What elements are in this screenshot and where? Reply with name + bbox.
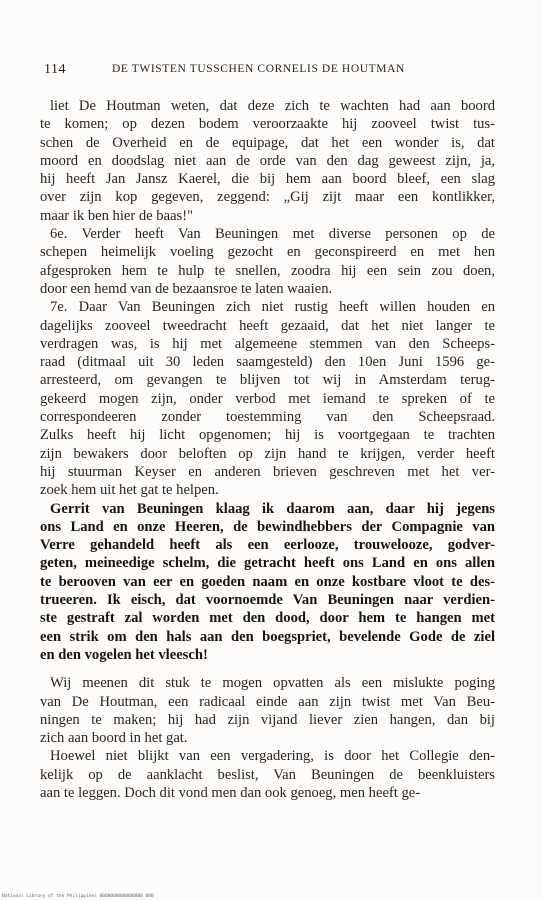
text-line: schen de Overheid en de equipage, dat het een wonder is, dat	[40, 134, 495, 151]
text-line: raad (ditmaal uit 30 leden saamgesteld) den 10en Juni 1596 ge-	[40, 354, 495, 371]
text-line: dagelijks zooveel tweedracht heeft gezaaid, dat het niet langer te	[40, 317, 495, 334]
text-line: Zulks heeft hij licht opgenomen; hij is voortgegaan te trachten	[40, 427, 495, 444]
text-line: zoek hem uit het gat te helpen.	[40, 482, 219, 499]
text-line: afgesproken hem te hulp te snellen, zoodra hij een sein zou doen,	[40, 262, 495, 279]
paragraph	[40, 298, 495, 499]
running-title: DE TWISTEN TUSSCHEN CORNELIS DE HOUTMAN	[112, 63, 405, 75]
text-line: trueeren. Ik eisch, dat voornoemde Van Beuningen naar verdien-	[40, 592, 495, 609]
scan-footer: National Library of the Philippines 0000000000000000 000	[2, 894, 154, 899]
text-line: arresteerd, om gevangen te blijven tot wij in Amsterdam terug-	[40, 372, 495, 389]
text-line: zich aan boord in het gat.	[40, 730, 188, 747]
text-line: ste gestraft zal worden met den dood, door hem te hangen met	[40, 610, 495, 627]
paragraph	[40, 674, 495, 747]
text-line: Hoewel niet blijkt van een vergadering, is door het Collegie den-	[50, 748, 495, 765]
text-line: te berooven van eer en goeden naam en onze kostbare vloot te des-	[40, 573, 495, 590]
text-line: schepen heimelijk voeling gezocht en geconspireerd en met hen	[40, 244, 495, 261]
text-line: aan te leggen. Doch dit vond men dan ook genoeg, men heeft ge-	[40, 784, 421, 801]
text-line: moord en doodslag niet aan de orde van den dag geweest zijn, ja,	[40, 152, 495, 169]
text-line: Verre gehandeld heeft als een eerlooze, trouwelooze, godver-	[40, 537, 495, 554]
paragraph	[40, 97, 495, 225]
paragraph-gap	[40, 664, 495, 674]
text-line: hij stuurman Keyser en anderen brieven geschreven met het ver-	[40, 463, 495, 480]
text-line: gekeerd mogen zijn, onder verbod met iemand te spreken of te	[40, 390, 495, 407]
text-line: ningen te maken; hij had zijn vijand liever zien hangen, dan bij	[40, 711, 495, 728]
text-line: liet De Houtman weten, dat deze zich te wachten had aan boord	[50, 98, 495, 114]
text-line: Gerrit van Beuningen klaag ik daarom aan, daar hij jegens	[50, 500, 495, 517]
text-line: door een hemd van de bezaansroe te laten waaien.	[40, 280, 333, 297]
text-line: verdragen was, is hij met algemeene stemmen van den Scheeps-	[40, 335, 495, 352]
text-line: geten, meineedige schelm, die getracht heeft ons Land en ons allen	[40, 555, 495, 572]
text-line: ons Land en onze Heeren, de bewindhebbers der Compagnie van	[40, 518, 495, 535]
paragraph	[40, 500, 495, 665]
text-line: te komen; op dezen bodem veroorzaakte hij zooveel twist tus-	[40, 116, 495, 133]
page-header	[44, 62, 502, 80]
text-line: en den vogelen het vleesch!	[40, 646, 208, 663]
text-line: 6e. Verder heeft Van Beuningen met diverse personen op de	[50, 226, 495, 243]
paragraph	[40, 747, 495, 802]
text-line: maar ik ben hier de baas!"	[40, 207, 194, 224]
page-number: 114	[44, 62, 66, 77]
text-line: over zijn kop gegeven, zeggend: „Gij zijt maar een kontlikker,	[40, 189, 495, 206]
text-line: Wij meenen dit stuk te mogen opvatten als een mislukte poging	[50, 675, 495, 692]
text-line: kelijk op de aanklacht beslist, Van Beuningen de beenkluisters	[40, 766, 495, 783]
body-text	[40, 97, 495, 802]
text-line: een strik om den hals aan den boegspriet, bevelende Gode de ziel	[40, 628, 495, 645]
text-line: 7e. Daar Van Beuningen zich niet rustig heeft willen houden en	[50, 299, 495, 316]
paragraph	[40, 225, 495, 298]
text-line: correspondeeren zonder toestemming van den Scheepsraad.	[40, 409, 495, 426]
text-line: van De Houtman, een radicaal einde aan zijn twist met Van Beu-	[40, 693, 495, 710]
text-line: hij heeft Jan Jansz Kaerel, die bij hem aan boord bleef, een slag	[40, 171, 495, 188]
text-line: zijn bewakers door beloften op zijn hand te krijgen, verder heeft	[40, 445, 495, 462]
